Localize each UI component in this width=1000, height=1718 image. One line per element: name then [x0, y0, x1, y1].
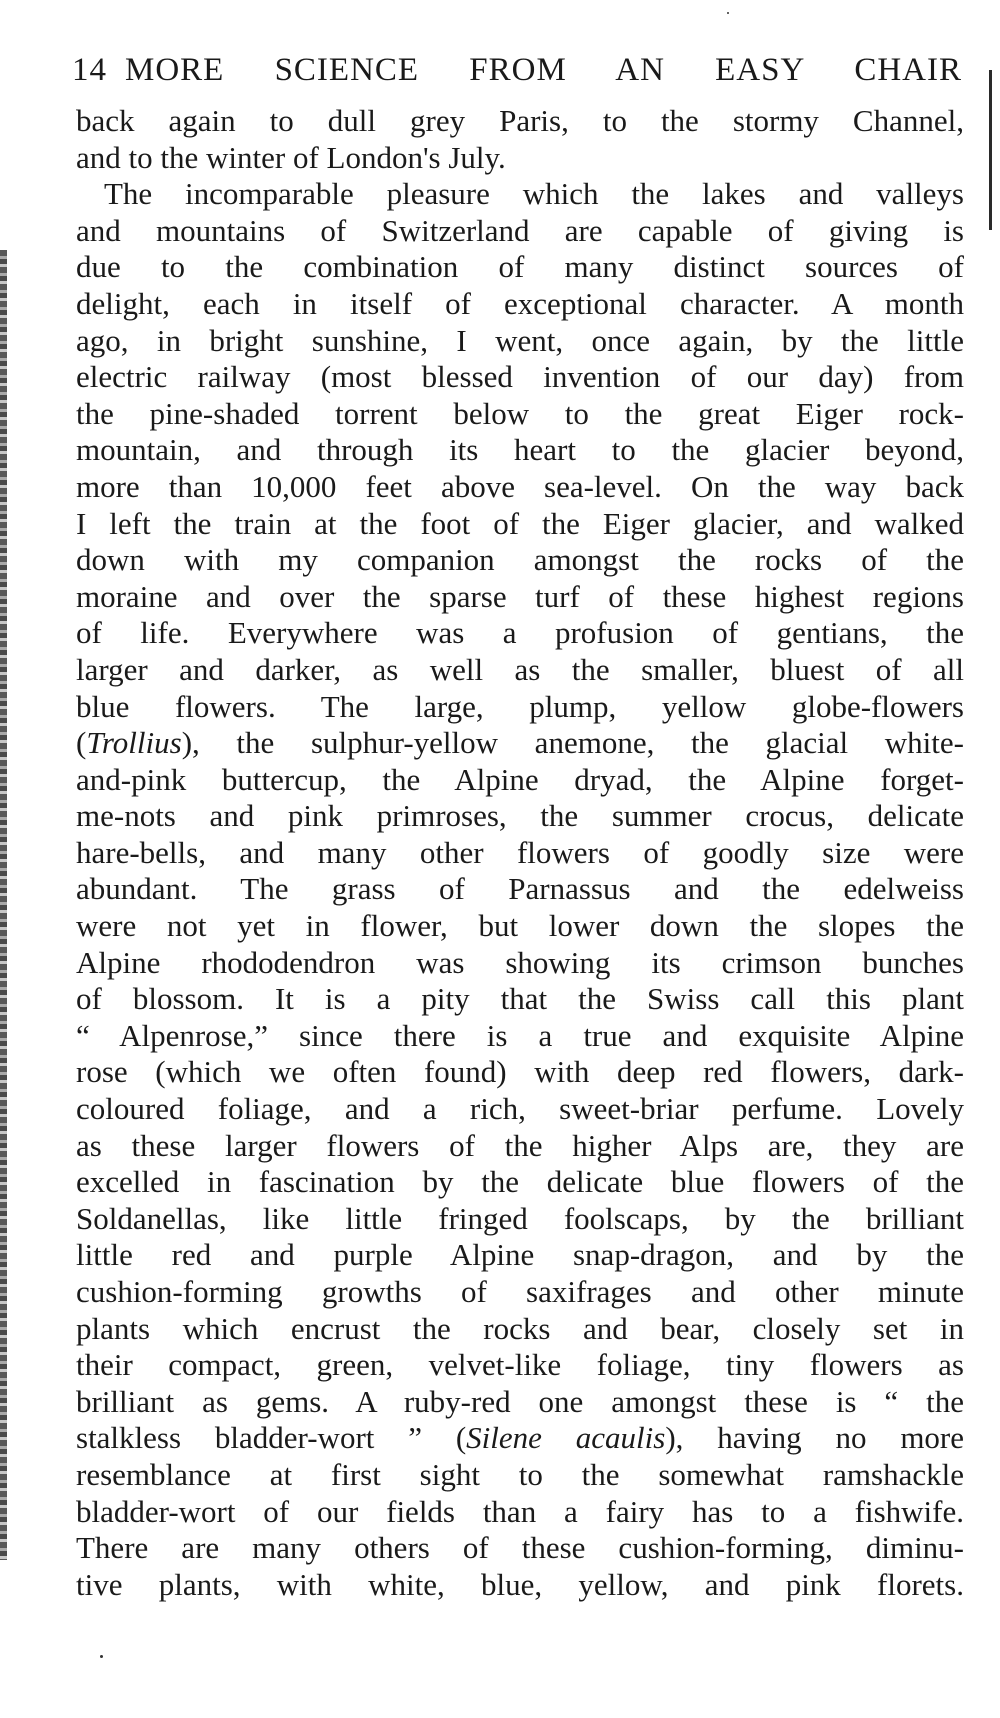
binding-shadow: [0, 250, 7, 1560]
text-line: rose (which we often found) with deep red flowers, dark-: [76, 1054, 964, 1090]
text-line: me-nots and pink primroses, the summer crocus, delicate: [76, 798, 964, 834]
text-line: more than 10,000 feet above sea-level. On the way back: [76, 468, 964, 504]
text-line: There are many others of these cushion-forming, diminu-: [76, 1530, 964, 1566]
text-line: mountain, and through its heart to the glacier beyond,: [76, 432, 964, 468]
text-line: the pine-shaded torrent below to the great Eiger rock-: [76, 395, 964, 431]
text-line: electric railway (most blessed invention of our day) from: [76, 359, 964, 395]
text-line: excelled in fascination by the delicate blue flowers of the: [76, 1164, 964, 1200]
text-line: cushion-forming growths of saxifrages and other minute: [76, 1274, 964, 1309]
text-line: coloured foliage, and a rich, sweet-briar perfume. Lovely: [76, 1091, 964, 1127]
text-line: were not yet in flower, but lower down the slopes the: [76, 908, 964, 944]
text-line: “ Alpenrose,” since there is a true and exquisite Alpine: [76, 1017, 964, 1053]
running-header: [72, 50, 962, 90]
text-line: blue flowers. The large, plump, yellow globe-flowers: [76, 688, 964, 724]
text-line: abundant. The grass of Parnassus and the edelweiss: [76, 871, 964, 907]
text-line: down with my companion amongst the rocks of the: [76, 542, 964, 578]
text-line: bladder-wort of our fields than a fairy has to a fishwife.: [76, 1493, 964, 1529]
text-line: as these larger flowers of the higher Alps are, they are: [76, 1127, 964, 1163]
text-line: hare-bells, and many other flowers of goodly size were: [76, 834, 964, 870]
text-line: I left the train at the foot of the Eiger glacier, and walked: [76, 505, 964, 541]
text-line: and mountains of Switzerland are capable of giving is: [76, 212, 964, 248]
text-line: and-pink buttercup, the Alpine dryad, the Alpine forget-: [76, 761, 964, 797]
text-line: Soldanellas, like little fringed foolscaps, by the brilliant: [76, 1200, 964, 1236]
text-line: stalkless bladder-wort ” (Silene acaulis), having no more: [76, 1420, 964, 1456]
text-line: of life. Everywhere was a profusion of gentians, the: [76, 615, 964, 651]
text-line: (Trollius), the sulphur-yellow anemone, the glacial white-: [76, 725, 964, 761]
ink-speck: [727, 12, 729, 14]
text-line: Alpine rhododendron was showing its crimson bunches: [76, 944, 964, 980]
running-title: MORE SCIENCE FROM AN EASY CHAIR: [125, 52, 962, 88]
text-line: and to the winter of London's July.: [76, 139, 506, 175]
italic-term: Silene acaulis: [466, 1420, 666, 1456]
text-line: back again to dull grey Paris, to the stormy Channel,: [76, 103, 964, 138]
text-line: of blossom. It is a pity that the Swiss call this plant: [76, 981, 964, 1017]
text-line: moraine and over the sparse turf of these highest regions: [76, 578, 964, 614]
text-line: due to the combination of many distinct sources of: [76, 249, 964, 285]
text-line: The incomparable pleasure which the lakes and valleys: [104, 176, 964, 212]
body-text: [76, 103, 964, 1603]
text-line: brilliant as gems. A ruby-red one amongst these is “ the: [76, 1383, 964, 1419]
text-line: little red and purple Alpine snap-dragon, and by the: [76, 1237, 964, 1273]
text-line: tive plants, with white, blue, yellow, and pink florets.: [76, 1566, 964, 1602]
text-line: larger and darker, as well as the smaller, bluest of all: [76, 651, 964, 687]
page-number: 14: [72, 52, 107, 88]
text-line: their compact, green, velvet-like foliage, tiny flowers as: [76, 1347, 964, 1383]
text-line: delight, each in itself of exceptional character. A month: [76, 285, 964, 321]
page-edge-mark: [989, 70, 992, 230]
text-line: ago, in bright sunshine, I went, once again, by the little: [76, 322, 964, 358]
text-line: resemblance at first sight to the somewhat ramshackle: [76, 1456, 964, 1492]
ink-speck: [100, 1655, 103, 1658]
italic-term: Trollius: [86, 725, 182, 761]
text-line: plants which encrust the rocks and bear, closely set in: [76, 1310, 964, 1346]
